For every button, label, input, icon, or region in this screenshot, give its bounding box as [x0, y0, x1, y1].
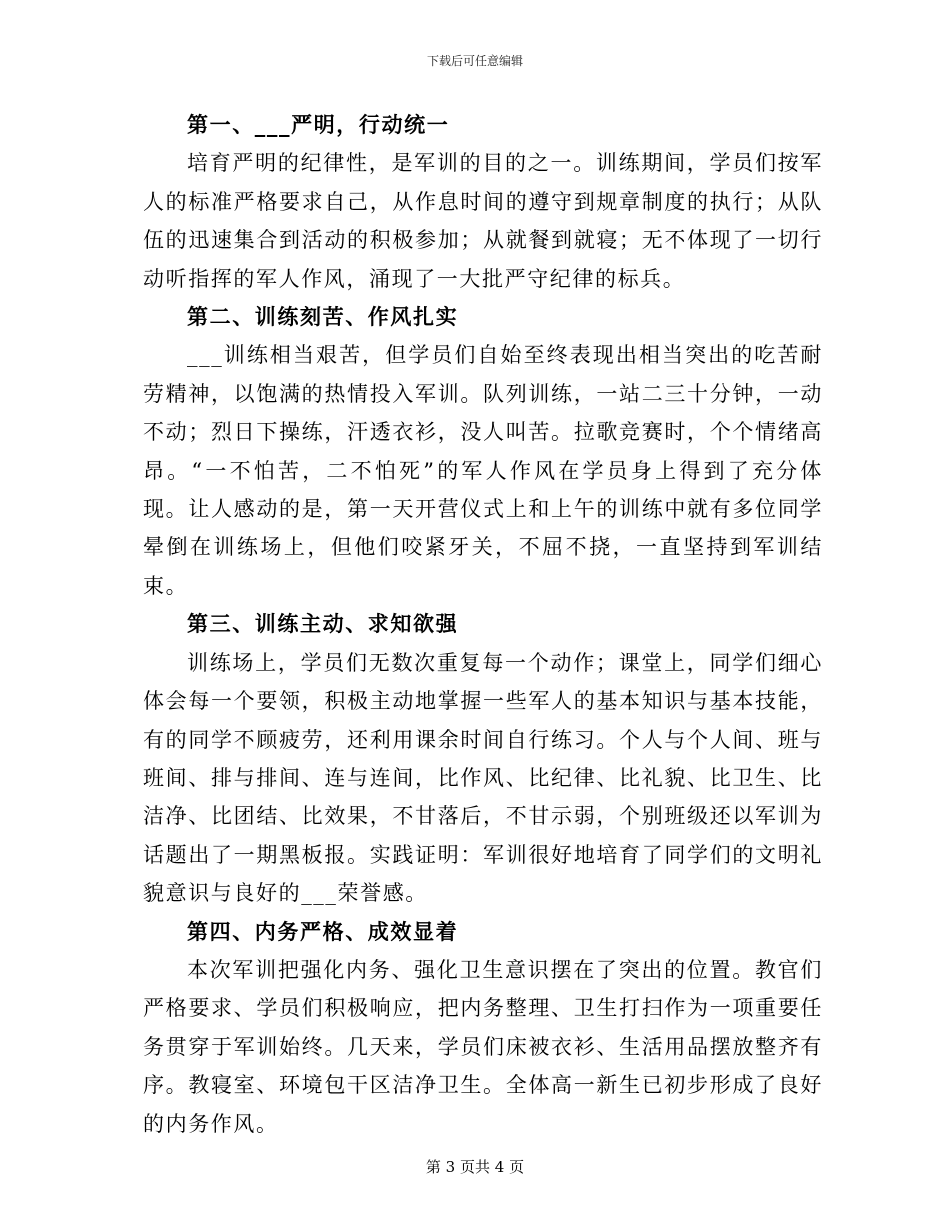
section-4-heading: 第四、内务严格、成效显着: [187, 918, 459, 944]
document-body: [143, 106, 823, 1143]
section-2-paragraph: ___训练相当艰苦，但学员们自始至终表现出相当突出的吃苦耐劳精神，以饱满的热情投入军训。队列训练，一站二三十分钟，一动不动；烈日下操练，汗透衣衫，没人叫苦。拉歌竞赛时，个个情绪高昂。“一不怕苦，二不怕死”的军人作风在学员身上得到了充分体现。让人感动的是，第一天开营仪式上和上午的训练中就有多位同学晕倒在训练场上，但他们咬紧牙关，不屈不挠，一直坚持到军训结束。: [143, 343, 823, 598]
page-header: 下载后可任意编辑: [426, 54, 523, 68]
page-footer: 第 3 页共 4 页: [425, 1158, 525, 1176]
section-1-paragraph: 培育严明的纪律性，是军训的目的之一。训练期间，学员们按军人的标准严格要求自己，从作息时间的遵守到规章制度的执行；从队伍的迅速集合到活动的积极参加；从就餐到就寝；无不体现了一切行动听指挥的军人作风，涌现了一大批严守纪律的标兵。: [143, 151, 823, 291]
section-1-heading: 第一、___严明，行动统一: [187, 112, 450, 137]
section-3-paragraph: 训练场上，学员们无数次重复每一个动作；课堂上，同学们细心体会每一个要领，积极主动地掌握一些军人的基本知识与基本技能，有的同学不顾疲劳，还利用课余时间自行练习。个人与个人间、班与班间、排与排间、连与连间，比作风、比纪律、比礼貌、比卫生、比洁净、比团结、比效果，不甘落后，不甘示弱，个别班级还以军训为话题出了一期黑板报。实践证明：军训很好地培育了同学们的文明礼貌意识与良好的___荣誉感。: [143, 650, 823, 906]
section-2-heading: 第二、训练刻苦、作风扎实: [187, 304, 459, 330]
section-3-heading: 第三、训练主动、求知欲强: [187, 611, 459, 637]
section-4-paragraph: 本次军训把强化内务、强化卫生意识摆在了突出的位置。教官们严格要求、学员们积极响应，把内务整理、卫生打扫作为一项重要任务贯穿于军训始终。几天来，学员们床被衣衫、生活用品摆放整齐有序。教寝室、环境包干区洁净卫生。全体高一新生已初步形成了良好的内务作风。: [143, 957, 823, 1136]
